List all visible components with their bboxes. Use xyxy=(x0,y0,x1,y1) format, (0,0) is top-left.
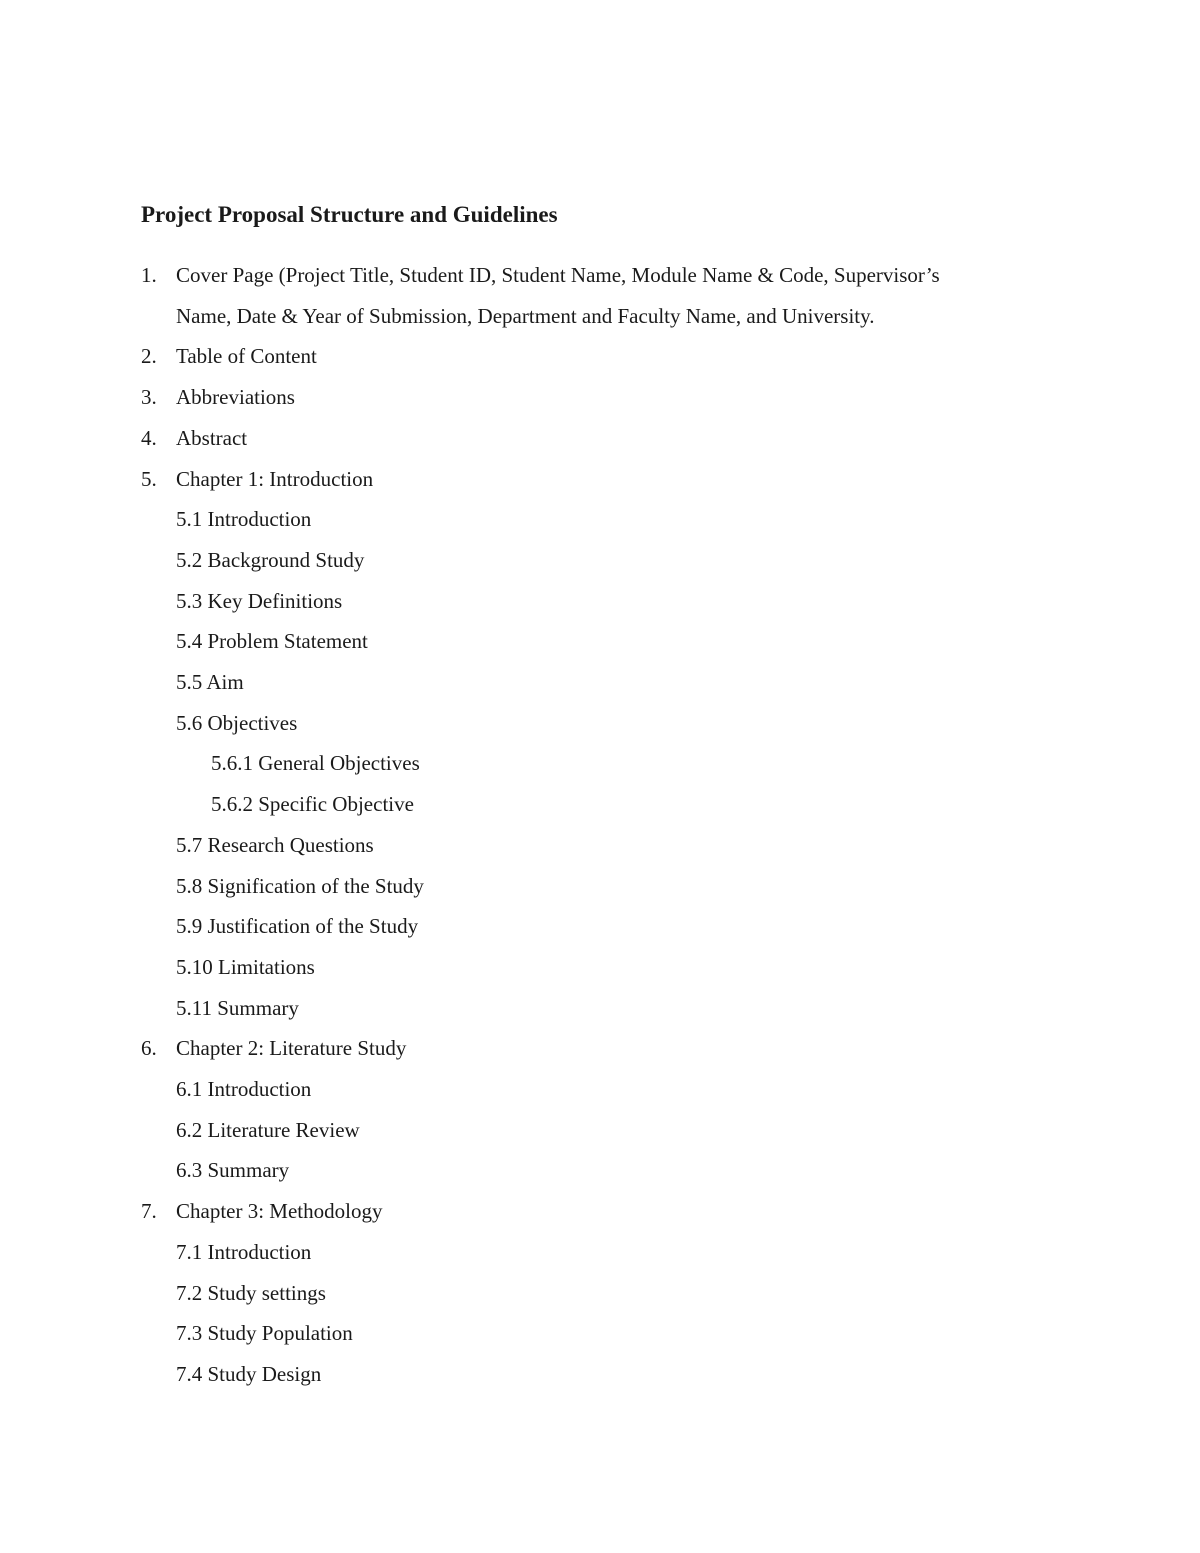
sub-list-item: 5.7 Research Questions xyxy=(176,833,374,857)
list-item: Chapter 2: Literature Study xyxy=(176,1036,407,1060)
list-item-number: 6. xyxy=(141,1036,157,1060)
sub-list-item: 5.10 Limitations xyxy=(176,955,315,979)
sub-list-item: 5.3 Key Definitions xyxy=(176,589,343,613)
list-item-number: 7. xyxy=(141,1199,157,1223)
sub-list-item: 5.5 Aim xyxy=(176,670,244,694)
sub-list-item: 5.2 Background Study xyxy=(176,548,365,572)
list-item: Chapter 3: Methodology xyxy=(176,1199,383,1223)
list-item: Table of Content xyxy=(176,344,317,368)
sub-list-item: 5.4 Problem Statement xyxy=(176,629,368,653)
sub-list-item: 6.3 Summary xyxy=(176,1158,290,1182)
sub-list-item: 5.1 Introduction xyxy=(176,507,312,531)
sub-list-item: 7.4 Study Design xyxy=(176,1362,322,1386)
page-title: Project Proposal Structure and Guidelines xyxy=(141,202,558,227)
sub-list-item: 5.8 Signification of the Study xyxy=(176,874,424,898)
list-item: Cover Page (Project Title, Student ID, Student Name, Module Name & Code, Supervisor’s xyxy=(176,263,940,287)
list-item-number: 1. xyxy=(141,263,157,287)
sub-list-item: 7.2 Study settings xyxy=(176,1281,326,1305)
sub-list-item: 5.11 Summary xyxy=(176,996,299,1020)
sub-sub-list-item: 5.6.2 Specific Objective xyxy=(211,792,414,816)
list-item-number: 4. xyxy=(141,426,157,450)
sub-list-item: 6.2 Literature Review xyxy=(176,1118,360,1142)
sub-list-item: 7.3 Study Population xyxy=(176,1321,353,1345)
sub-sub-list-item: 5.6.1 General Objectives xyxy=(211,751,420,775)
sub-list-item: 5.9 Justification of the Study xyxy=(176,914,419,938)
sub-list-item: 7.1 Introduction xyxy=(176,1240,312,1264)
list-item-number: 5. xyxy=(141,467,157,491)
list-item-number: 2. xyxy=(141,344,157,368)
sub-list-item: 5.6 Objectives xyxy=(176,711,298,735)
list-item: Name, Date & Year of Submission, Department and Faculty Name, and University. xyxy=(176,304,875,328)
list-item: Chapter 1: Introduction xyxy=(176,467,374,491)
list-item: Abstract xyxy=(176,426,248,450)
list-item: Abbreviations xyxy=(176,385,295,409)
list-item-number: 3. xyxy=(141,385,157,409)
sub-list-item: 6.1 Introduction xyxy=(176,1077,312,1101)
